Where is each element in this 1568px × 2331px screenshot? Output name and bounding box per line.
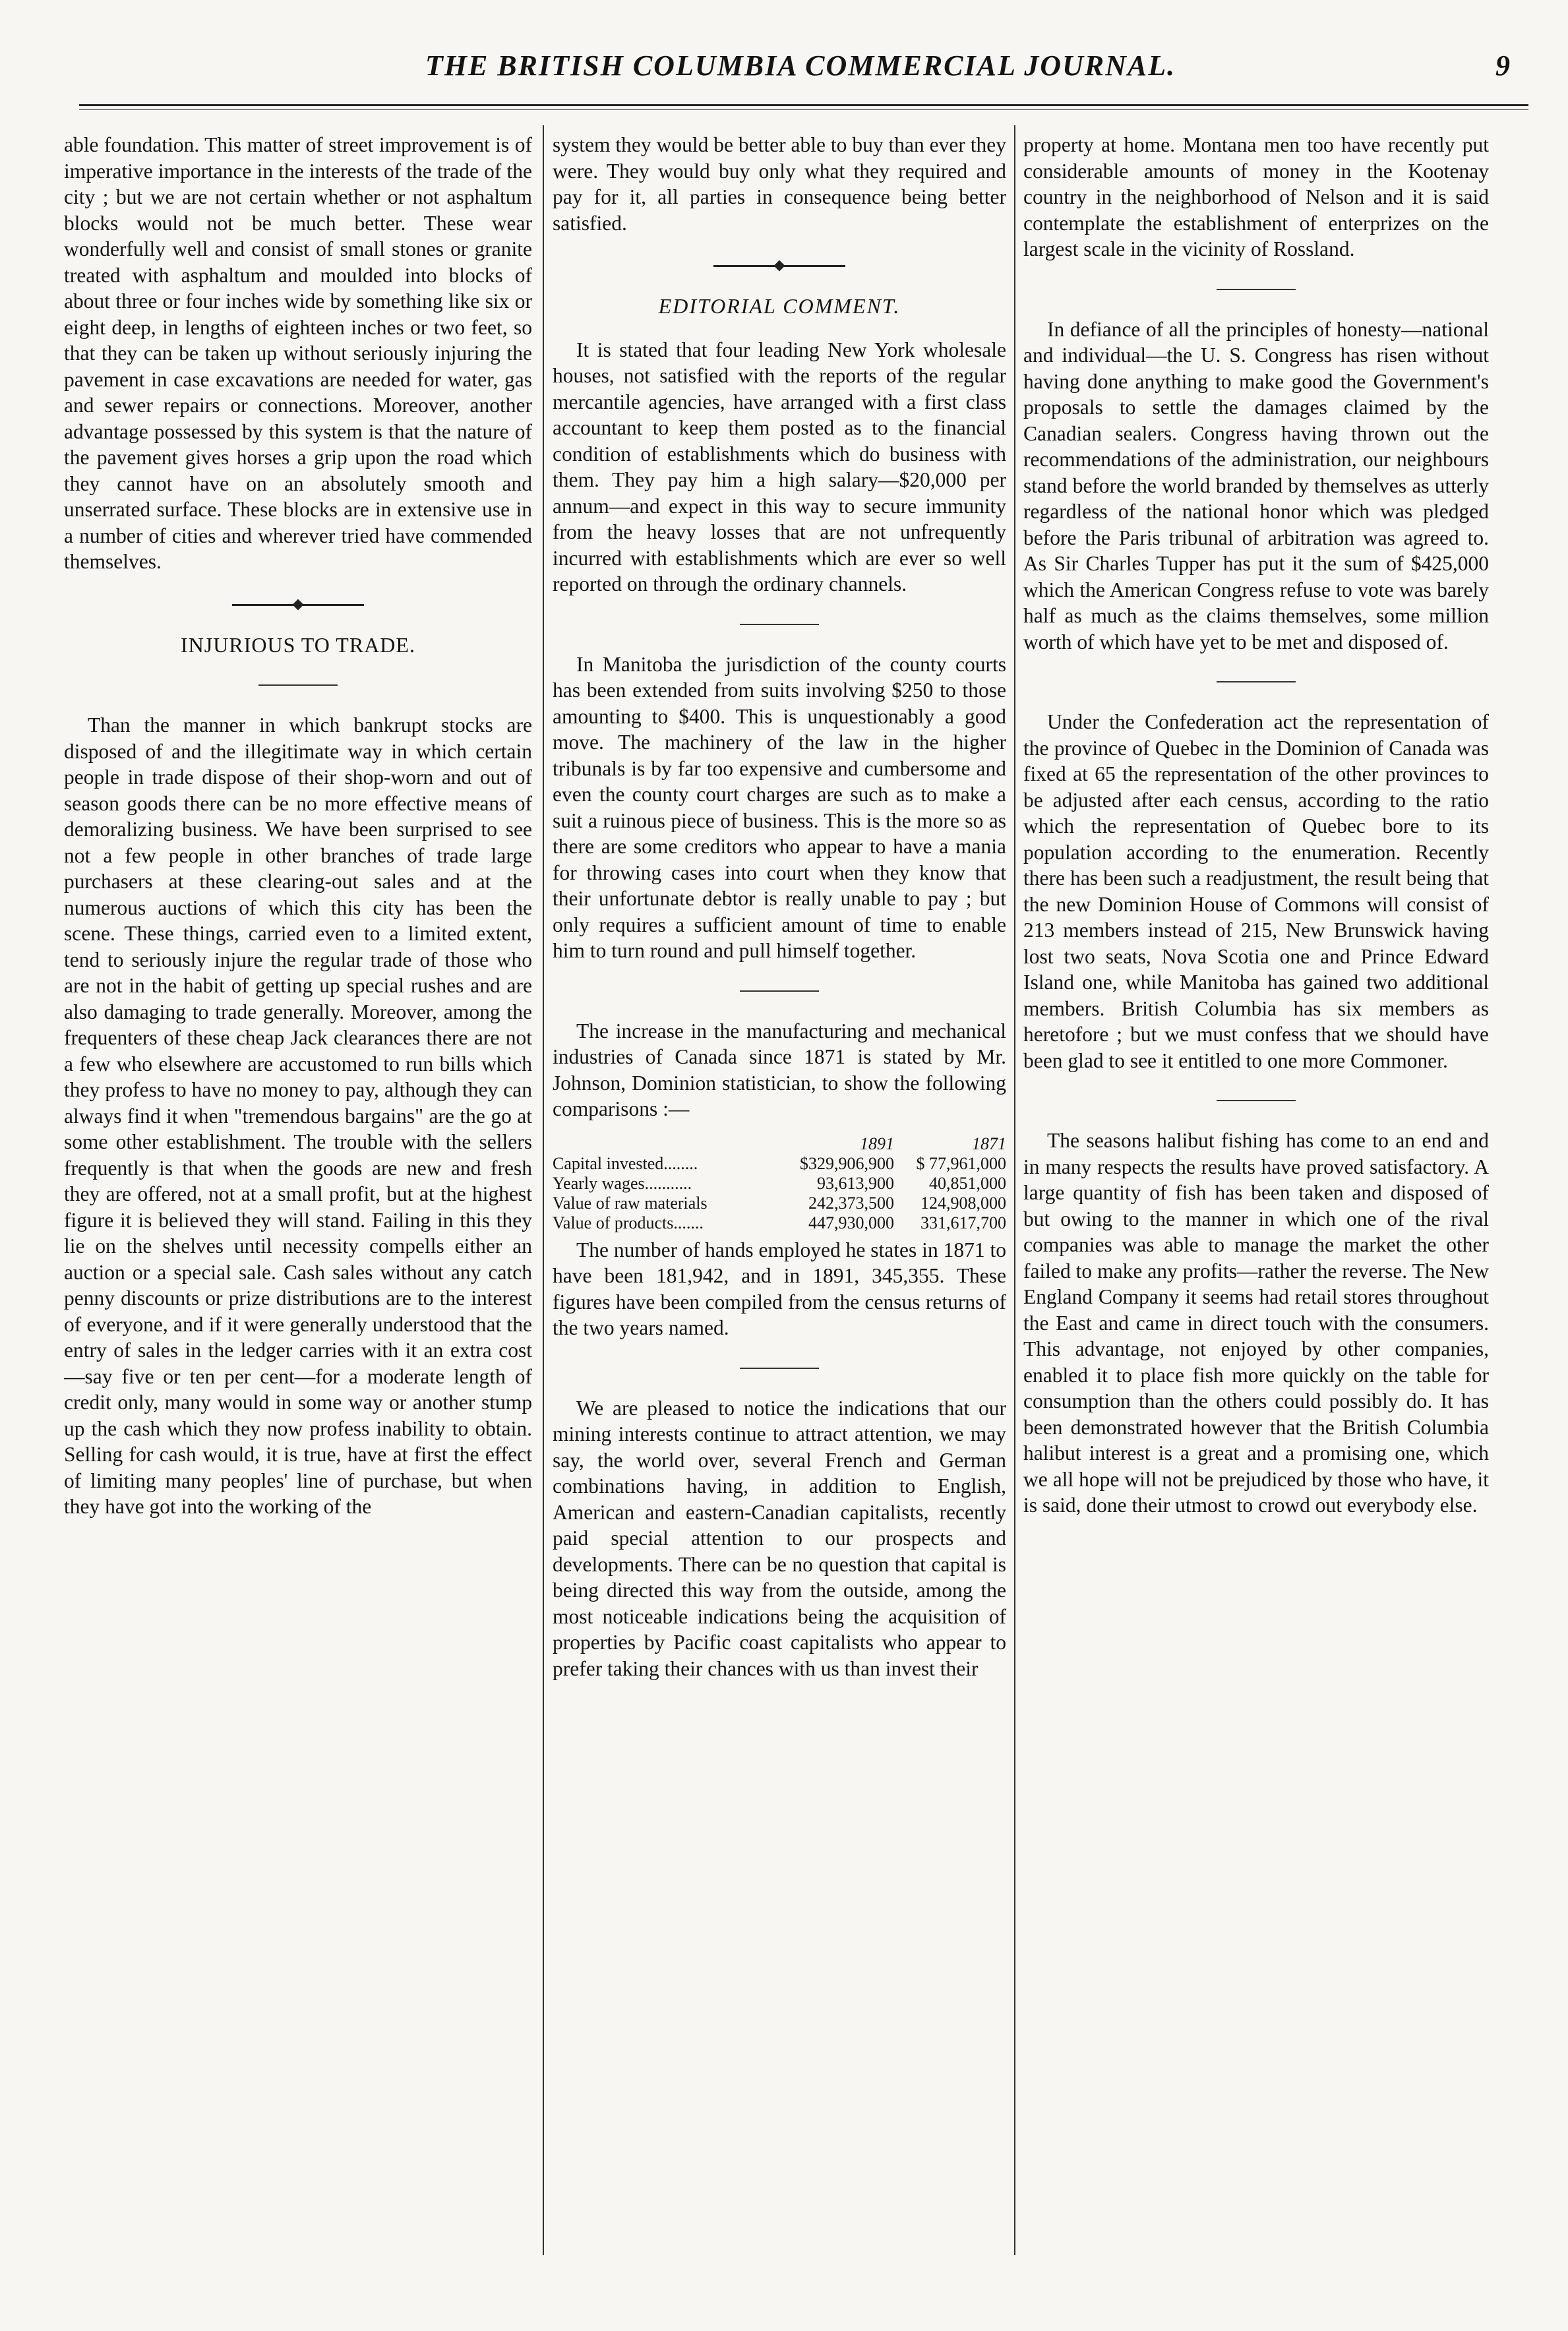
- value-1891: 242,373,500: [808, 1193, 894, 1213]
- header-rule-thin: [79, 109, 1528, 110]
- row-label: Yearly wages...........: [553, 1173, 692, 1193]
- column-2: [553, 132, 1006, 2268]
- column-divider-1: [543, 125, 544, 2255]
- value-1871: 124,908,000: [920, 1193, 1006, 1213]
- year-header: 1891: [860, 1134, 894, 1153]
- editorial-paragraph: In Manitoba the jurisdiction of the county courts has been extended from suits involving $250 to those amounting to $400. This is unquestionably a good move. The machinery of the law in the higher tribunals is by far too expensive and cumbersome and even the county court charges are such as to make a suit a ruinous piece of business. This is the more so as there are some creditors who appear to have a mania for throwing cases into court when they know that their unfortunate debtor is really unable to pay ; but only requires a sufficient amount of time to enable him to turn round and pull himself together.: [553, 652, 1006, 962]
- value-1891: 93,613,900: [817, 1173, 894, 1193]
- ornament-separator: [232, 604, 364, 606]
- statistics-row: [553, 1174, 1006, 1194]
- column-1: [64, 132, 532, 2268]
- running-head: [79, 40, 1522, 92]
- row-label: Value of products.......: [553, 1213, 704, 1232]
- editorial-paragraph: The increase in the manufacturing and mechanical industries of Canada since 1871 is stated by Mr. Johnson, Dominion statistician, to show the following comparisons :—: [553, 1019, 1006, 1120]
- value-1871: 40,851,000: [929, 1173, 1006, 1193]
- value-1871: 331,617,700: [920, 1213, 1006, 1232]
- editorial-paragraph: It is stated that four leading New York wholesale houses, not satisfied with the reports of the regular mercantile agencies, have arranged with a first class accountant to keep them posted as to the financial condition of establishments which do business with them. They pay him a high salary—$20,000 per annum—and expect in this way to secure immunity from the heavy losses that are not unfrequently incurred with establishments which are ever so well reported on through the ordinary channels.: [553, 338, 1006, 595]
- row-label: Value of raw materials: [553, 1193, 708, 1213]
- short-rule: [1217, 289, 1296, 290]
- value-1891: 447,930,000: [808, 1213, 894, 1232]
- row-label: Capital invested........: [553, 1153, 698, 1173]
- article-paragraph: Than the manner in which bankrupt stocks are disposed of and the illegitimate way in which certain people in trade dispose of their shop-worn and out of season goods there can be no more effective means of demoralizing business. We have been surprised to see not a few people in other branches of trade large purchasers at these clearing-out sales and at the numerous auctions of which this city has been the scene. These things, carried even to a limited extent, tend to seriously injure the regular trade of those who are not in the habit of getting up special rushes and are also damaging to trade generally. Moreover, among the frequenters of these cheap Jack clearances there are not a few who elsewhere are accustomed to run bills which they profess to have no money to pay, although they can always find it when "tremendous bargains" are the go at some other establishment. The trouble with the sellers frequently is that when the goods are new and fresh they are offered, not at a small profit, but at the highest figure it is believed they will stand. Failing in this they lie on the shelves until necessity compells either an auction or a special sale. Cash sales without any catch penny discounts or prize distributions are to the interest of everyone, and if it were generally understood that the entry of sales in the ledger carries with it an extra cost—say five or ten per cent—for a moderate length of credit only, many would in some way or another stump up the cash which they now profess inability to obtain. Selling for cash would, it is true, have at first the effect of limiting many peoples' line of purchase, but when they have got into the working of the: [64, 713, 532, 1518]
- editorial-paragraph: The number of hands employed he states in 1871 to have been 181,942, and in 1891, 345,355. These figures have been compiled from the census returns of the two years named.: [553, 1238, 1006, 1339]
- statistics-row: [553, 1213, 1006, 1233]
- editorial-paragraph: Under the Confederation act the representation of the province of Quebec in the Dominion of Canada was fixed at 65 the representation of the other provinces to be adjusted after each census, according to the ratio which the representation of Quebec bore to its population according to the enumeration. Recently there has been such a readjustment, the result being that the new Dominion House of Commons will consist of 213 members instead of 215, New Brunswick having lost two seats, Nova Scotia one and Prince Edward Island one, while Manitoba has gained two additional members. British Columbia has six members as heretofore ; but we must confess that we should have been glad to see it entitled to one more Commoner.: [1023, 710, 1489, 1072]
- statistics-row: [553, 1154, 1006, 1174]
- editorial-paragraph: property at home. Montana men too have recently put considerable amounts of money in the Kootenay country in the neighborhood of Nelson and it is said contemplate the establishment of enterprizes on the largest scale in the vicinity of Rossland.: [1023, 133, 1489, 260]
- column-divider-2: [1014, 125, 1015, 2255]
- value-1871: $ 77,961,000: [916, 1153, 1006, 1173]
- header-rule: [79, 104, 1528, 106]
- short-rule: [1217, 1100, 1296, 1101]
- page-number: 9: [1495, 49, 1510, 82]
- editorial-paragraph: The seasons halibut fishing has come to an end and in many respects the results have proved satisfactory. A large quantity of fish has been taken and disposed of but owing to the manner in which one of the rival companies was able to manage the market the other failed to make any profits—rather the reverse. The New England Company it seems had retail stores throughout the East and came in direct touch with the consumers. This advantage, not enjoyed by other companies, enabled it to place fish more quickly on the table for consumption than the others could possibly do. It has been demonstrated however that the British Columbia halibut interest is a great and a promising one, which we all hope will not be prejudiced by those who have, it is said, done their utmost to crowd out everybody else.: [1023, 1129, 1489, 1517]
- article-paragraph: system they would be better able to buy than ever they were. They would buy only what they required and pay for it, all parties in consequence being better satisfied.: [553, 133, 1006, 235]
- short-rule: [258, 684, 338, 686]
- year-header: 1871: [972, 1134, 1006, 1153]
- statistics-table: [553, 1134, 1006, 1233]
- value-1891: $329,906,900: [800, 1153, 894, 1173]
- short-rule: [740, 1368, 819, 1369]
- article-paragraph: able foundation. This matter of street improvement is of imperative importance in the interests of the trade of the city ; but we are not certain whether or not asphaltum blocks would not be much better. These wear wonderfully well and consist of small stones or granite treated with asphaltum and moulded into blocks of about three or four inches wide by something like six or eight deep, in lengths of eighteen inches or two feet, so that they can be taken up without seriously injuring the pavement in case excavations are needed for water, gas and sewer repairs or connections. Moreover, another advantage possessed by this system is that the nature of the pavement gives horses a grip upon the road which they cannot have on an absolutely smooth and unserrated surface. These blocks are in extensive use in a number of cities and wherever tried have commended themselves.: [64, 133, 532, 573]
- column-3: [1023, 132, 1489, 2268]
- section-heading-editorial-comment: EDITORIAL COMMENT.: [658, 294, 901, 318]
- journal-title: THE BRITISH COLUMBIA COMMERCIAL JOURNAL.: [425, 49, 1176, 82]
- editorial-paragraph: In defiance of all the principles of honesty—national and individual—the U. S. Congress has risen without having done anything to make good the Government's proposals to settle the damages claimed by the Canadian sealers. Congress having thrown out the recommendations of the administration, our neighbours stand before the world branded by themselves as utterly regardless of the national honor which was pledged before the Paris tribunal of arbitration was agreed to. As Sir Charles Tupper has put it the sum of $425,000 which the American Congress refuse to vote was barely half as much as the claims themselves, some million worth of which have yet to be met and disposed of.: [1023, 317, 1489, 653]
- editorial-paragraph: We are pleased to notice the indications that our mining interests continue to attract attention, we may say, the world over, several French and German combinations having, in addition to English, American and eastern-Canadian capitalists, recently paid special attention to our prospects and developments. There can be no question that capital is being directed this way from the outside, among the most noticeable indications being the acquisition of properties by Pacific coast capitalists who appear to prefer taking their chances with us than invest their: [553, 1396, 1006, 1680]
- short-rule: [740, 990, 819, 992]
- short-rule: [1217, 681, 1296, 682]
- article-heading-injurious-to-trade: INJURIOUS TO TRADE.: [181, 632, 415, 657]
- short-rule: [740, 624, 819, 625]
- ornament-separator: [713, 265, 845, 267]
- statistics-row: [553, 1194, 1006, 1213]
- statistics-header-row: [553, 1134, 1006, 1154]
